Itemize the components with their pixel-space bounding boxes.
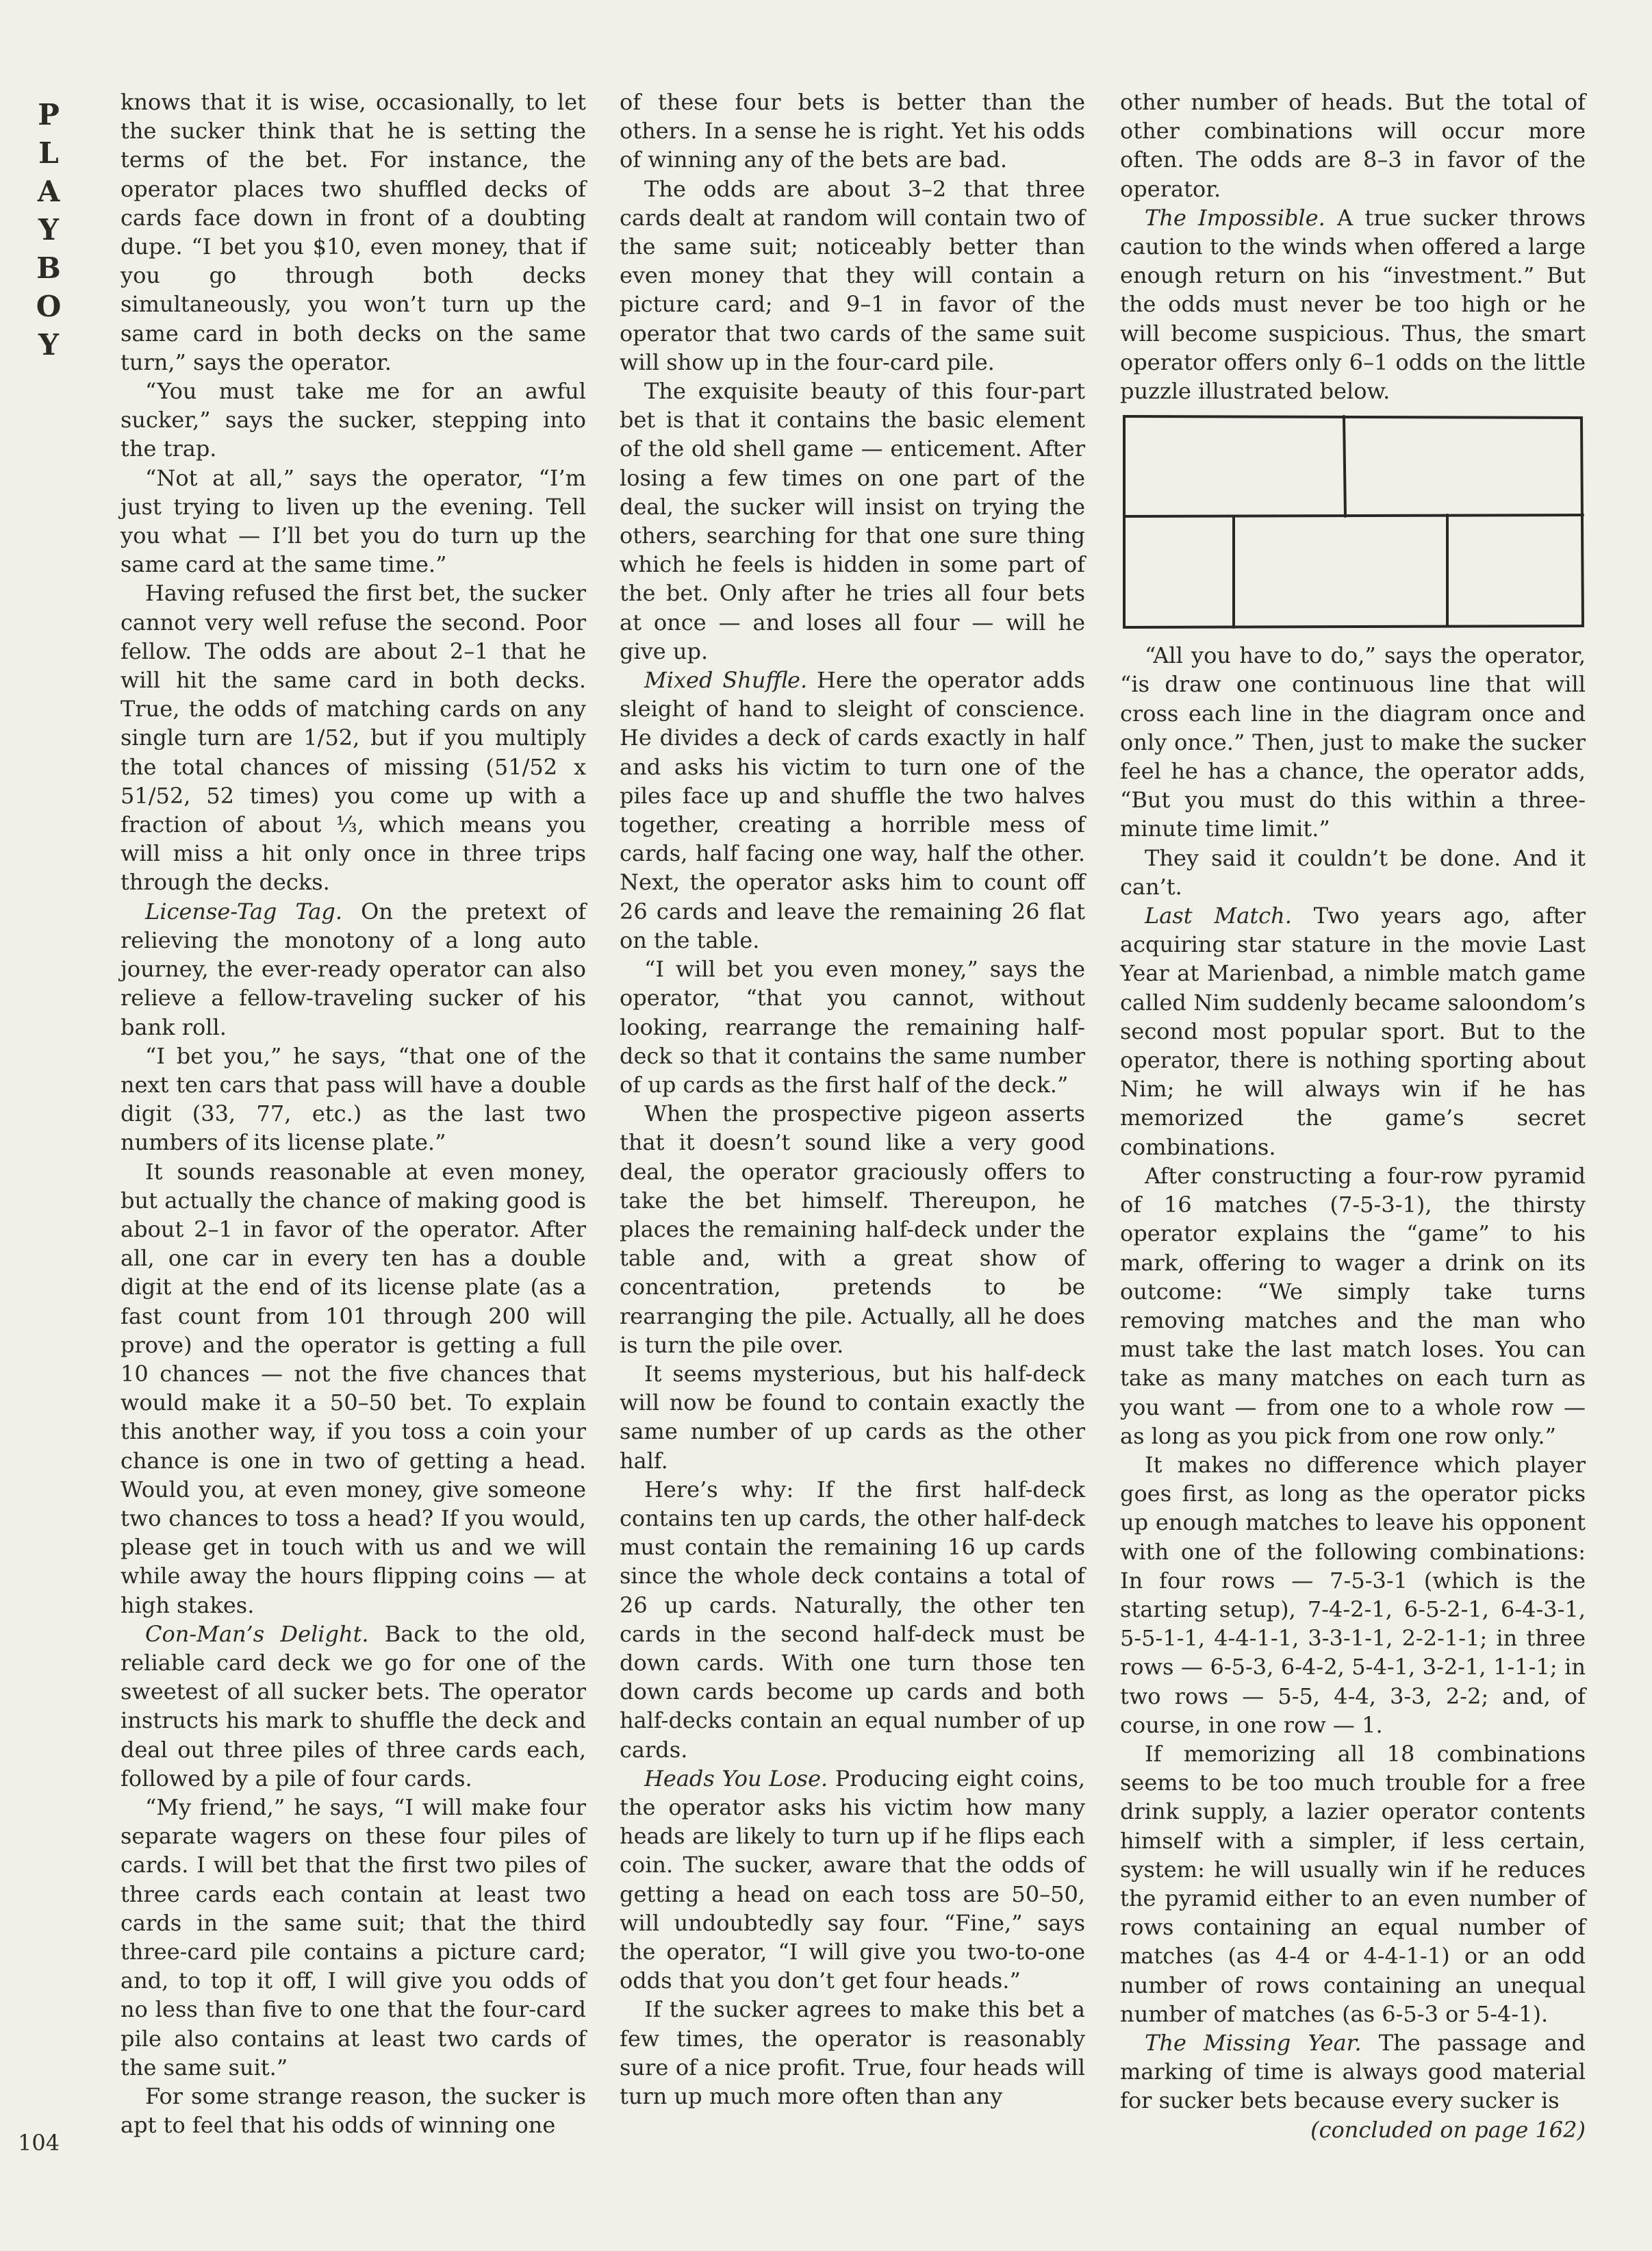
paragraph xyxy=(120,1620,586,1793)
paragraph-text: “You must take me for an awful sucker,” says the sucker, stepping into the trap. xyxy=(120,378,586,462)
paragraph xyxy=(1120,901,1586,1161)
paragraph xyxy=(620,1359,1085,1475)
paragraph-text: On the pretext of relieving the monotony of a long auto journey, the ever-ready operator can also relieve a fellow-traveling sucker of his bank roll. xyxy=(120,898,587,1040)
paragraph-text: other number of heads. But the total of other combinations will occur more often. The odds are 8–3 in favor of the operator. xyxy=(1120,89,1586,202)
paragraph xyxy=(1120,88,1586,203)
paragraph xyxy=(620,377,1085,666)
magazine-brand xyxy=(31,96,66,364)
paragraph-text: The passage and marking of time is always good material for sucker bets because every sucker is xyxy=(1120,2029,1586,2114)
section-heading: Con-Man’s Delight. xyxy=(145,1620,369,1647)
paragraph-text: After constructing a four-row pyramid of 16 matches (7-5-3-1), the thirsty operator explains the “game” to his mark, offering to wager a drink on its outcome: “We simply take turns removing matches and the man who must take the last match loses. You can take as many matches on each turn as you want — from one to a whole row — as long as you pick from one row only.” xyxy=(1120,1162,1586,1449)
paragraph xyxy=(120,377,586,464)
paragraph-list xyxy=(120,88,586,2139)
paragraph-text: For some strange reason, the sucker is apt to feel that his odds of winning one xyxy=(120,2083,586,2139)
paragraph-text: If memorizing all 18 combinations seems to be too much trouble for a free drink supply, a lazier operator contents himself with a simpler, if less certain, system: he will usually win if he reduces the pyramid either to an even number of rows containing an equal number of matches (as 4-4 or 4-4-1-1) or an odd number of rows containing an unequal number of matches (as 6-5-3 or 5-4-1). xyxy=(1120,1740,1586,2027)
paragraph xyxy=(120,1793,586,2082)
paragraph xyxy=(620,88,1085,175)
paragraph xyxy=(1120,203,1586,405)
paragraph-text: Back to the old, reliable card deck we go for one of the sweetest of all sucker bets. The operator instructs his mark to shuffle the deck and deal out three piles of three cards each, followed by a pile of four cards. xyxy=(120,1620,587,1791)
paragraph xyxy=(620,175,1085,377)
paragraph-text: of these four bets is better than the others. In a sense he is right. Yet his odds of winning any of the bets are bad. xyxy=(620,89,1085,173)
paragraph-list xyxy=(620,88,1085,2111)
paragraph xyxy=(120,1157,586,1620)
section-heading: The Impossible. xyxy=(1145,204,1325,231)
page-number: 104 xyxy=(18,2130,60,2156)
paragraph-text: Having refused the first bet, the sucker cannot very well refuse the second. Poor fellow. The odds are about 2–1 that he will hit the same card in both decks. True, the odds of matching cards on any single turn are 1/52, but if you multiply the total chances of missing (51/52 x 51/52, 52 times) you come up with a fraction of about ⅓, which means you will miss a hit only once in three trips through the decks. xyxy=(120,580,586,896)
paragraph xyxy=(1120,641,1586,843)
brand-letter: O xyxy=(36,290,62,323)
brand-letter: Y xyxy=(38,213,59,247)
diagram-outer-border xyxy=(1124,416,1583,627)
paragraph xyxy=(620,1099,1085,1359)
paragraph-text: “All you have to do,” says the operator, “is draw one continuous line that will cross each line in the diagram once and only once.” Then, just to make the sucker feel he has a chance, the operator adds, “But you must do this within a three-minute time limit.” xyxy=(1120,642,1586,842)
paragraph xyxy=(1120,844,1586,901)
paragraph-text: knows that it is wise, occasionally, to let the sucker think that he is setting the terms of the bet. For instance, the operator places two shuffled decks of cards face down in front of a doubting dupe. “I bet you $10, even money, that if you go through both decks simultaneously, you won’t turn up the same card in both decks on the same turn,” says the operator. xyxy=(120,89,586,375)
text-column-3 xyxy=(1120,88,1586,2144)
brand-letter: A xyxy=(37,175,60,208)
paragraph-text: The odds are about 3–2 that three cards dealt at random will contain two of the same suit; noticeably better than even money that they will contain a picture card; and 9–1 in favor of the operator that two cards of the same suit will show up in the four-card pile. xyxy=(620,175,1085,375)
paragraph-text: “Not at all,” says the operator, “I’m just trying to liven up the evening. Tell you what — I’ll bet you do turn up the same card at the same time.” xyxy=(120,464,586,578)
section-heading: Mixed Shuffle. xyxy=(644,667,808,694)
paragraph xyxy=(1120,1450,1586,1739)
text-column-2 xyxy=(620,88,1085,2111)
paragraph xyxy=(120,2082,586,2139)
diagram-middle-line xyxy=(1124,515,1583,516)
section-heading: Last Match. xyxy=(1145,903,1292,929)
continuation-note: (concluded on page 162) xyxy=(1310,2116,1586,2143)
paragraph-text: If the sucker agrees to make this bet a few times, the operator is reasonably sure of a nice profit. True, four heads will turn up much more often than any xyxy=(620,1996,1085,2110)
paragraph xyxy=(620,666,1085,955)
section-heading: Heads You Lose. xyxy=(644,1765,828,1791)
paragraph-text: “My friend,” he says, “I will make four separate wagers on these four piles of cards. I will bet that the first two piles of three cards each contain at least two cards in the same suit; that the third three-card pile contains a picture card; and, to top it off, I will give you odds of no less than five to one that the four-card pile also contains at least two cards of the same suit.” xyxy=(120,1794,586,2080)
paragraph xyxy=(620,1995,1085,2111)
paragraph xyxy=(120,88,586,377)
paragraph-text: “I bet you,” he says, “that one of the next ten cars that pass will have a double digit (33, 77, etc.) as the last two numbers of its license plate.” xyxy=(120,1042,586,1156)
section-heading: License-Tag Tag. xyxy=(145,898,343,925)
paragraph xyxy=(120,1042,586,1157)
paragraph xyxy=(1120,1161,1586,1450)
paragraph-text: They said it couldn’t be done. And it can’t. xyxy=(1120,844,1586,900)
diagram-top-divider xyxy=(1344,416,1345,516)
paragraph xyxy=(620,1764,1085,1996)
paragraph-text: The exquisite beauty of this four-part bet is that it contains the basic element of the old shell game — enticement. After losing a few times on one part of the deal, the sucker will insist on trying the others, searching for that one sure thing which he feels is hidden in some part of the bet. Only after he tries all four bets at once — and loses all four — will he give up. xyxy=(620,378,1085,664)
section-heading: The Missing Year. xyxy=(1145,2029,1362,2056)
puzzle-diagram xyxy=(1120,412,1586,631)
paragraph-text: Here the operator adds sleight of hand to sleight of conscience. He divides a deck of cards exactly in half and asks his victim to turn one of the piles face up and shuffle the two halves together, creating a horrible mess of cards, half facing one way, half the other. Next, the operator asks him to count off 26 cards and leave the remaining 26 flat on the table. xyxy=(620,667,1085,953)
text-column-1 xyxy=(120,88,586,2139)
paragraph-text: Two years ago, after acquiring star stature in the movie Last Year at Marienbad, a nimble match game called Nim suddenly became saloondom’s second most popular sport. But to the operator, there is nothing sporting about Nim; he will always win if he has memorized the game’s secret combinations. xyxy=(1120,903,1586,1160)
brand-letter: L xyxy=(38,136,59,170)
paragraph-text: A true sucker throws caution to the winds when offered a large enough return on his “investment.” But the odds must never be too high or he will become suspicious. Thus, the smart operator offers only 6–1 odds on the little puzzle illustrated below. xyxy=(1120,204,1586,405)
brand-letter: P xyxy=(38,98,60,131)
brand-letter: B xyxy=(36,251,61,285)
paragraph-text: When the prospective pigeon asserts that it doesn’t sound like a very good deal, the operator graciously offers to take the bet himself. Thereupon, he places the remaining half-deck under the table and, with a great show of concentration, pretends to be rearranging the pile. Actually, all he does is turn the pile over. xyxy=(620,1101,1085,1358)
brand-letter: Y xyxy=(38,328,59,362)
paragraph xyxy=(620,1475,1085,1764)
paragraph xyxy=(1120,2028,1586,2115)
paragraph-text: It makes no difference which player goes first, as long as the operator picks up enough matches to leave his opponent with one of the following combinations: In four rows — 7-5-3-1 (which is the starting setup), 7-4-2-1, 6-5-2-1, 6-4-3-1, 5-5-1-1, 4-4-1-1, 3-3-1-1, 2-2-1-1; in three rows — 6-5-3, 6-4-2, 5-4-1, 3-2-1, 1-1-1; in two rows — 5-5, 4-4, 3-3, 2-2; and, of course, in one row — 1. xyxy=(1120,1451,1586,1738)
paragraph-text: Producing eight coins, the operator asks his victim how many heads are likely to turn up if he flips each coin. The sucker, aware that the odds of getting a head on each toss are 50–50, will undoubtedly say four. “Fine,” says the operator, “I will give you two-to-one odds that you don’t get four heads.” xyxy=(620,1765,1086,1994)
paragraph-text: “I will bet you even money,” says the operator, “that you cannot, without looking, rearrange the remaining half-deck so that it contains the same number of up cards as the first half of the deck.” xyxy=(620,956,1085,1098)
paragraph xyxy=(120,897,586,1042)
paragraph xyxy=(620,955,1085,1099)
paragraph-text: It sounds reasonable at even money, but actually the chance of making good is about 2–1 in favor of the operator. After all, one car in every ten has a double digit at the end of its license plate (as a fast count from 101 through 200 will prove) and the operator is getting a full 10 chances — not the five chances that would make it a 50–50 bet. To explain this another way, if you toss a coin your chance is one in two of getting a head. Would you, at even money, give someone two chances to toss a head? If you would, please get in touch with us and we will while away the hours flipping coins — at high stakes. xyxy=(120,1158,586,1618)
paragraph xyxy=(120,464,586,579)
paragraph xyxy=(1120,1739,1586,2028)
paragraph xyxy=(120,579,586,896)
paragraph-text: It seems mysterious, but his half-deck will now be found to contain exactly the same number of up cards as the other half. xyxy=(620,1360,1085,1474)
paragraph-text: Here’s why: If the first half-deck contains ten up cards, the other half-deck must contain the remaining 16 up cards since the whole deck contains a total of 26 up cards. Naturally, the other ten cards in the second half-deck must be down cards. With one turn those ten down cards become up cards and both half-decks contain an equal number of up cards. xyxy=(620,1476,1085,1763)
